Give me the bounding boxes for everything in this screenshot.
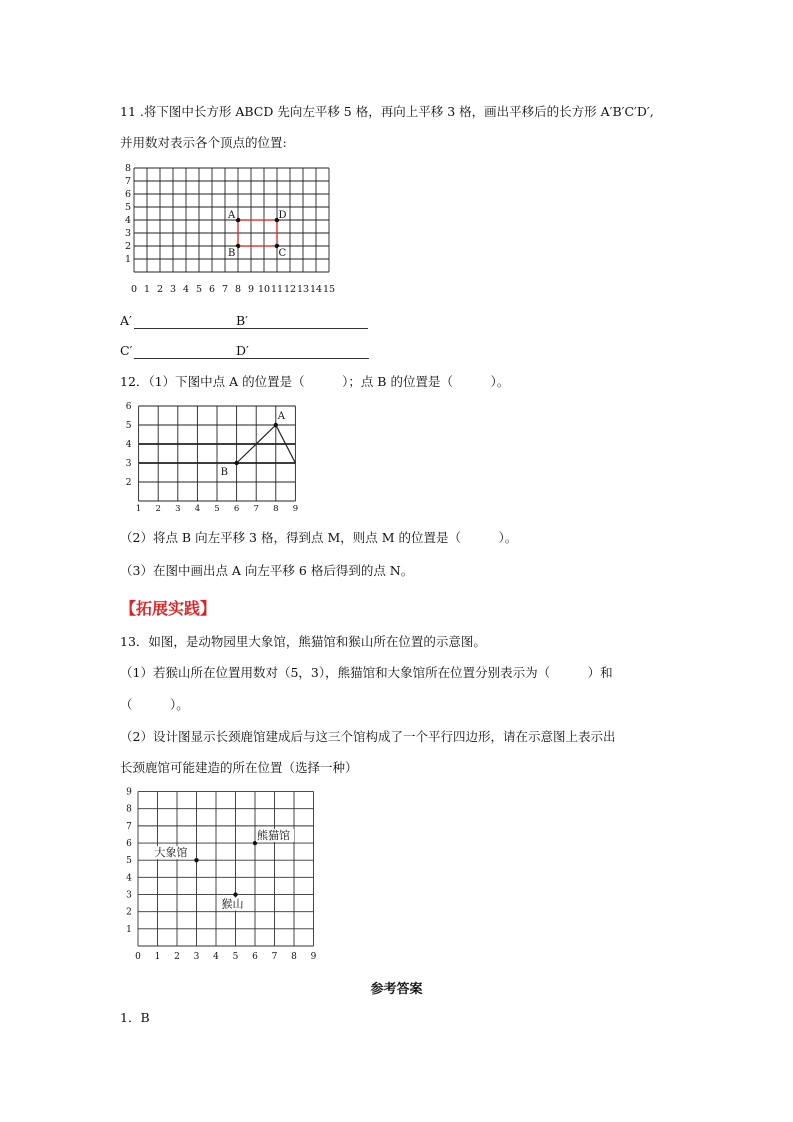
q13-text-line3: （ ）。 [120,697,189,712]
q11-x-tick: 4 [182,284,190,295]
q11-x-tick: 10 [257,284,271,295]
q13-y-tick: 6 [126,839,132,850]
q13-text-line4: （2）设计图显示长颈鹿馆建成后与这三个馆构成了一个平行四边形，请在示意图上表示出 [120,729,616,744]
q12-grid-chart [120,400,320,515]
q13-point-label: 熊猫馆 [257,829,290,843]
q13-y-tick: 1 [126,924,132,935]
answer-c-prime [120,343,252,359]
answer-b-prime-blank[interactable] [250,316,368,329]
answer-b-prime-label: B′ [236,313,249,328]
q13-y-tick: 3 [126,890,132,901]
answer-a-prime [120,313,252,329]
q13-x-tick: 0 [135,952,141,962]
q13-point-marker [194,858,198,862]
q13-text-line1: 13．如图，是动物园里大象馆，熊猫馆和猴山所在位置的示意图。 [120,634,486,649]
q11-x-tick: 12 [283,284,297,295]
q13-point-label: 猴山 [221,897,244,911]
q11-y-tick: 4 [124,215,132,226]
q13-point-label: 大象馆 [154,846,188,860]
q13-x-tick: 2 [174,952,180,962]
q11-y-tick: 2 [124,241,132,252]
q12-x-tick: 8 [273,504,279,514]
q12-point-a [274,423,278,427]
q12-y-tick: 6 [125,402,132,412]
q11-x-tick: 2 [156,284,164,295]
q12-x-tick: 6 [233,504,240,514]
q13-grid-lines [138,792,314,946]
q13-y-tick: 2 [126,907,132,918]
q13-y-tick: 7 [126,821,132,832]
q13-y-tick: 8 [126,804,132,815]
q13-x-tick: 5 [232,952,239,962]
q12-x-tick: 1 [135,504,142,514]
answer-d-prime-blank[interactable] [251,346,369,359]
q13-y-tick: 4 [126,873,132,884]
q12-x-tick: 2 [155,504,161,514]
q12-y-tick: 2 [125,478,132,488]
q11-x-tick: 1 [143,284,151,295]
q13-x-tick: 3 [193,952,200,962]
q11-text-line2: 并用数对表示各个顶点的位置: [120,135,287,150]
answer-a-prime-label: A′ [120,313,132,328]
q12-x-tick: 7 [253,504,259,514]
q11-point-label: D [278,210,287,221]
answer-c-prime-label: C′ [120,343,133,358]
q13-x-tick: 8 [291,952,297,962]
q13-x-tick: 4 [213,952,219,962]
q11-x-tick: 14 [309,284,323,295]
q11-point-label: B [228,248,236,259]
q12-y-tick: 4 [125,440,132,450]
q12-point-label: B [220,467,228,478]
q11-point-label: C [278,248,287,259]
q13-text-line2: （1）若猴山所在位置用数对（5，3），熊猫馆和大象馆所在位置分别表示为（ ）和 [120,665,613,680]
answer-1: 1．B [120,1010,150,1025]
q12-text-line3: （3）在图中画出点 A 向左平移 6 格后得到的点 N。 [120,563,414,578]
q12-x-tick: 5 [214,504,220,514]
q13-y-tick: 5 [126,856,132,867]
q13-x-tick: 9 [310,952,317,962]
q12-x-tick: 9 [292,504,299,514]
q13-text-line5: 长颈鹿馆可能建造的所在位置（选择一种） [120,760,358,775]
q11-x-tick: 3 [169,284,177,295]
q12-y-tick: 3 [125,459,132,469]
q13-x-tick: 1 [154,952,161,962]
q11-x-tick: 15 [322,284,336,295]
q13-y-tick: 9 [126,787,132,798]
q13-grid-chart [120,785,330,965]
q11-y-tick: 7 [124,176,132,187]
q12-text-line1: 12．（1）下图中点 A 的位置是（ ）；点 B 的位置是（ ）。 [120,374,510,389]
q11-x-tick: 6 [208,284,216,295]
answer-key-title: 参考答案 [370,982,423,997]
q12-y-tick: 5 [125,421,132,431]
q11-x-tick: 8 [234,284,242,295]
answer-d-prime [236,343,369,359]
q13-x-tick: 7 [271,952,278,962]
q11-point-label: A [228,210,236,221]
section-heading: 【拓展实践】 [120,599,217,618]
q11-text-line1: 11 .将下图中长方形 ABCD 先向左平移 5 格，再向上平移 3 格，画出平移后的长方形 A′B′C′D′, [120,104,654,119]
q11-y-tick: 8 [124,163,132,174]
q13-x-tick: 6 [252,952,258,962]
q11-x-tick: 7 [221,284,229,295]
answer-c-prime-blank[interactable] [134,346,252,359]
q12-point-b [234,461,238,465]
q11-y-tick: 5 [124,202,132,213]
q11-x-tick: 9 [247,284,255,295]
q12-grid-lines [139,406,296,501]
answer-d-prime-label: D′ [236,343,249,358]
answer-b-prime [236,313,368,329]
q11-x-tick: 0 [130,284,138,295]
q12-x-tick: 3 [175,504,181,514]
q11-x-tick: 11 [270,284,284,295]
answer-a-prime-blank[interactable] [134,316,252,329]
q11-y-tick: 6 [124,189,132,200]
q11-x-tick: 13 [296,284,310,295]
q12-point-label: A [277,411,286,422]
q13-point-marker [233,892,237,896]
q11-x-tick: 5 [195,284,203,295]
q12-text-line2: （2）将点 B 向左平移 3 格，得到点 M，则点 M 的位置是（ ）。 [120,530,518,545]
q11-grid-chart [120,160,360,300]
q11-y-tick: 1 [124,254,132,265]
q11-y-tick: 3 [124,228,132,239]
q12-x-tick: 4 [194,504,201,514]
